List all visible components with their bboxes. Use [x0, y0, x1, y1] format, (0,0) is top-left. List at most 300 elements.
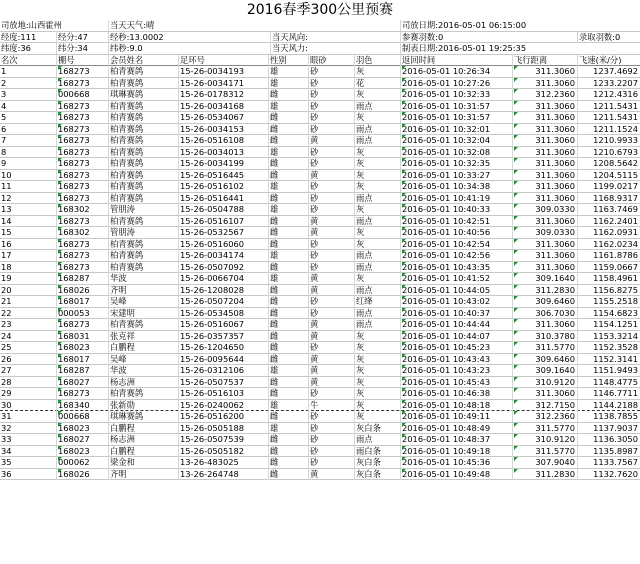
table-cell: 1154.6823: [577, 308, 640, 319]
table-cell: 2016-05-01 10:49:48: [400, 469, 512, 480]
table-cell: 砂: [308, 239, 354, 250]
table-row[interactable]: [0, 446, 640, 458]
table-cell: 灰: [354, 239, 400, 250]
table-cell: 15-26-0516103: [178, 388, 268, 399]
column-header[interactable]: 足环号: [178, 55, 268, 66]
table-cell: 311.3060: [512, 101, 577, 112]
table-cell: 雄: [268, 273, 308, 284]
table-cell: 311.3060: [512, 239, 577, 250]
table-cell: 000053: [56, 308, 108, 319]
table-cell: 雄: [268, 101, 308, 112]
table-cell: 1168.9317: [577, 193, 640, 204]
table-row[interactable]: [0, 227, 640, 239]
table-cell: 杨志洲: [108, 434, 178, 445]
table-row[interactable]: [0, 204, 640, 216]
table-cell: 齐明: [108, 469, 178, 480]
table-cell: 雨点: [354, 434, 400, 445]
table-cell: 15-26-0532567: [178, 227, 268, 238]
table-cell: 砂: [308, 101, 354, 112]
table-cell: 2016-05-01 10:44:05: [400, 285, 512, 296]
table-cell: 灰: [354, 158, 400, 169]
table-cell: 27: [1, 365, 12, 375]
table-cell: 雨点: [354, 101, 400, 112]
table-row[interactable]: [0, 216, 640, 228]
table-cell: 雌: [268, 469, 308, 480]
table-row[interactable]: [0, 377, 640, 389]
table-cell: 2016-05-01 10:48:18: [400, 400, 512, 411]
table-row[interactable]: [0, 434, 640, 446]
table-row[interactable]: [0, 319, 640, 331]
table-cell: 19: [1, 273, 12, 283]
table-row[interactable]: [0, 308, 640, 320]
table-cell: 168302: [56, 204, 108, 215]
table-cell: 黄: [308, 377, 354, 388]
table-row[interactable]: [0, 89, 640, 101]
table-cell: 琪琳赛鸽: [108, 411, 178, 422]
table-cell: 15-26-1208028: [178, 285, 268, 296]
table-cell: 1133.7567: [577, 457, 640, 468]
table-cell: 琪琳赛鸽: [108, 89, 178, 100]
table-cell: 311.3060: [512, 250, 577, 261]
meta-cell: 纬分:34: [56, 43, 108, 54]
table-cell: 309.6460: [512, 296, 577, 307]
table-cell: 168273: [56, 158, 108, 169]
meta-cell: 经度:111: [1, 31, 37, 42]
table-cell: 雌: [268, 446, 308, 457]
table-cell: 311.3060: [512, 262, 577, 273]
table-row[interactable]: [0, 101, 640, 113]
table-cell: 1159.0667: [577, 262, 640, 273]
table-cell: 2016-05-01 10:43:43: [400, 354, 512, 365]
table-cell: 黄: [308, 285, 354, 296]
table-cell: 28: [1, 376, 12, 387]
table-cell: 2: [1, 77, 7, 88]
table-cell: 168273: [56, 319, 108, 330]
table-cell: 311.3060: [512, 216, 577, 227]
table-cell: 砂: [308, 423, 354, 434]
table-cell: 311.3060: [512, 388, 577, 399]
table-cell: 1199.0217: [577, 181, 640, 192]
table-row[interactable]: [0, 262, 640, 274]
table-cell: 灰: [354, 204, 400, 215]
table-row[interactable]: [0, 239, 640, 251]
table-cell: 16: [1, 238, 12, 249]
table-cell: 15-26-0034174: [178, 250, 268, 261]
table-cell: 25: [1, 342, 12, 352]
table-cell: 4: [1, 100, 7, 111]
table-cell: 311.3060: [512, 181, 577, 192]
table-cell: 砂: [308, 250, 354, 261]
table-row[interactable]: [0, 342, 640, 354]
table-cell: 灰: [354, 227, 400, 238]
table-cell: 柏青赛鸽: [108, 181, 178, 192]
table-cell: 2016-05-01 10:45:23: [400, 342, 512, 353]
table-cell: 311.3060: [512, 124, 577, 135]
table-cell: 雌: [268, 377, 308, 388]
table-cell: 管朋涛: [108, 204, 178, 215]
table-cell: 雌: [268, 112, 308, 123]
table-row[interactable]: [0, 112, 640, 124]
table-cell: 柏青赛鸽: [108, 319, 178, 330]
table-cell: 15-26-0312106: [178, 365, 268, 376]
table-cell: 雨点: [354, 216, 400, 227]
table-cell: 砂: [308, 78, 354, 89]
table-cell: 1211.1524: [577, 124, 640, 135]
column-header[interactable]: 名次: [1, 54, 18, 65]
table-cell: 15-26-0504788: [178, 204, 268, 215]
table-cell: 黄: [308, 469, 354, 480]
table-cell: 15-26-0505182: [178, 446, 268, 457]
table-cell: 杨志洲: [108, 377, 178, 388]
table-cell: 柏青赛鸽: [108, 124, 178, 135]
table-cell: 灰: [354, 170, 400, 181]
table-cell: 1152.3528: [577, 342, 640, 353]
meta-row: [0, 20, 640, 32]
table-cell: 1204.5115: [577, 170, 640, 181]
table-cell: 1158.4961: [577, 273, 640, 284]
table-cell: 15: [1, 227, 12, 237]
table-cell: 6: [1, 123, 7, 134]
table-cell: 1210.9933: [577, 135, 640, 146]
table-cell: 黄: [308, 354, 354, 365]
table-row[interactable]: [0, 388, 640, 400]
table-cell: 8: [1, 146, 7, 157]
table-cell: 1211.5431: [577, 101, 640, 112]
table-cell: 168273: [56, 239, 108, 250]
table-cell: 311.3060: [512, 112, 577, 123]
table-row[interactable]: [0, 124, 640, 136]
table-cell: 15-26-0034168: [178, 101, 268, 112]
table-row[interactable]: [0, 193, 640, 205]
table-cell: 311.5770: [512, 342, 577, 353]
table-cell: 1233.2207: [577, 78, 640, 89]
table-cell: 168017: [56, 296, 108, 307]
table-cell: 柏青赛鸽: [108, 101, 178, 112]
table-cell: 1212.4316: [577, 89, 640, 100]
table-cell: 灰: [354, 354, 400, 365]
table-cell: 18: [1, 261, 12, 272]
table-row[interactable]: [0, 66, 640, 78]
table-cell: 2016-05-01 10:42:51: [400, 216, 512, 227]
table-cell: 15-26-0534067: [178, 112, 268, 123]
table-cell: 311.5770: [512, 423, 577, 434]
table-cell: 雨点: [354, 285, 400, 296]
table-row[interactable]: [0, 457, 640, 469]
table-cell: 砂: [308, 411, 354, 422]
meta-cell: 经分:47: [56, 32, 108, 43]
table-cell: 雌: [268, 411, 308, 422]
table-cell: 管朋涛: [108, 227, 178, 238]
table-cell: 2016-05-01 10:32:08: [400, 147, 512, 158]
table-cell: 29: [1, 388, 12, 398]
table-cell: 砂: [308, 457, 354, 468]
table-cell: 华波: [108, 365, 178, 376]
table-cell: 168026: [56, 285, 108, 296]
table-cell: 312.2360: [512, 411, 577, 422]
table-row[interactable]: [0, 411, 640, 423]
table-cell: 33: [1, 434, 12, 444]
table-cell: 311.5770: [512, 446, 577, 457]
table-cell: 309.1640: [512, 273, 577, 284]
table-cell: 1163.7469: [577, 204, 640, 215]
table-cell: 1156.8275: [577, 285, 640, 296]
table-cell: 168273: [56, 112, 108, 123]
table-row[interactable]: [0, 285, 640, 297]
table-cell: 雌: [268, 216, 308, 227]
table-cell: 20: [1, 284, 12, 295]
table-row[interactable]: [0, 331, 640, 343]
table-cell: 15-26-0516108: [178, 135, 268, 146]
table-cell: 311.2830: [512, 469, 577, 480]
table-cell: 000668: [56, 89, 108, 100]
table-cell: 灰: [354, 112, 400, 123]
table-row[interactable]: [0, 170, 640, 182]
table-cell: 311.3060: [512, 135, 577, 146]
table-cell: 白鹏程: [108, 423, 178, 434]
table-cell: 砂: [308, 89, 354, 100]
table-cell: 2016-05-01 10:43:02: [400, 296, 512, 307]
table-cell: 35: [1, 457, 12, 467]
meta-cell: 纬度:36: [1, 43, 31, 53]
table-cell: 黄: [308, 216, 354, 227]
table-cell: 雌: [268, 193, 308, 204]
meta-cell: 参赛羽数:0: [400, 32, 577, 43]
table-cell: 1237.4692: [577, 66, 640, 77]
table-cell: 15-26-0034013: [178, 147, 268, 158]
table-cell: 15-26-0516060: [178, 239, 268, 250]
table-cell: 雌: [268, 239, 308, 250]
meta-cell: 经秒:13.0002: [108, 32, 268, 43]
table-cell: 168273: [56, 66, 108, 77]
table-row[interactable]: [0, 147, 640, 159]
meta-row: [0, 32, 640, 44]
table-cell: 吴峰: [108, 296, 178, 307]
table-row[interactable]: [0, 158, 640, 170]
table-cell: 309.6460: [512, 354, 577, 365]
table-cell: 1162.0931: [577, 227, 640, 238]
results-table: [0, 20, 640, 480]
table-cell: 柏青赛鸽: [108, 170, 178, 181]
table-cell: 2016-05-01 10:40:56: [400, 227, 512, 238]
table-cell: 花: [354, 78, 400, 89]
column-header[interactable]: 棚号: [56, 55, 108, 66]
table-cell: 2016-05-01 10:26:34: [400, 66, 512, 77]
table-cell: 红绛: [354, 296, 400, 307]
table-cell: 168023: [56, 446, 108, 457]
table-cell: 2016-05-01 10:48:37: [400, 434, 512, 445]
table-cell: 1138.7855: [577, 411, 640, 422]
meta-cell: 制表日期:2016-05-01 19:25:35: [400, 43, 577, 54]
table-cell: 1135.8987: [577, 446, 640, 457]
table-cell: 灰: [354, 342, 400, 353]
table-cell: 15-26-0095644: [178, 354, 268, 365]
table-cell: 砂: [308, 158, 354, 169]
table-cell: 雌: [268, 158, 308, 169]
table-row[interactable]: [0, 250, 640, 262]
table-cell: 雌: [268, 89, 308, 100]
table-cell: 15-26-0534508: [178, 308, 268, 319]
table-cell: 15-26-0516445: [178, 170, 268, 181]
table-cell: 砂: [308, 308, 354, 319]
table-cell: 砂: [308, 262, 354, 273]
table-cell: 砂: [308, 434, 354, 445]
table-cell: 2016-05-01 10:48:49: [400, 423, 512, 434]
table-cell: 1154.1251: [577, 319, 640, 330]
table-cell: 311.3060: [512, 78, 577, 89]
table-cell: 雌: [268, 388, 308, 399]
table-cell: 2016-05-01 10:32:35: [400, 158, 512, 169]
meta-cell: 司放日期:2016-05-01 06:15:00: [400, 20, 577, 31]
table-cell: 1136.3050: [577, 434, 640, 445]
table-cell: 15-26-0034199: [178, 158, 268, 169]
table-cell: 311.2830: [512, 285, 577, 296]
table-cell: 柏青赛鸽: [108, 66, 178, 77]
table-cell: 311.3060: [512, 66, 577, 77]
table-cell: 1152.3141: [577, 354, 640, 365]
table-cell: 华波: [108, 273, 178, 284]
table-cell: 柏青赛鸽: [108, 262, 178, 273]
table-cell: 1211.5431: [577, 112, 640, 123]
table-cell: 砂: [308, 66, 354, 77]
table-cell: 168273: [56, 147, 108, 158]
table-cell: 灰白条: [354, 457, 400, 468]
column-header[interactable]: 眼砂: [308, 55, 354, 66]
table-cell: 2016-05-01 10:42:56: [400, 250, 512, 261]
table-cell: 1146.7711: [577, 388, 640, 399]
table-cell: 311.3060: [512, 319, 577, 330]
table-cell: 黄: [308, 135, 354, 146]
table-cell: 1162.0234: [577, 239, 640, 250]
table-cell: 2016-05-01 10:43:23: [400, 365, 512, 376]
column-header[interactable]: 羽色: [354, 55, 400, 66]
table-cell: 雄: [268, 204, 308, 215]
table-cell: 灰: [354, 66, 400, 77]
table-cell: 雄: [268, 250, 308, 261]
table-cell: 15-26-0516200: [178, 411, 268, 422]
table-cell: 灰白条: [354, 423, 400, 434]
table-row[interactable]: [0, 273, 640, 285]
table-row[interactable]: [0, 181, 640, 193]
table-cell: 309.0330: [512, 204, 577, 215]
table-cell: 雨白条: [354, 446, 400, 457]
table-cell: 雄: [268, 66, 308, 77]
table-row[interactable]: [0, 78, 640, 90]
table-cell: 柏青赛鸽: [108, 388, 178, 399]
table-cell: 168273: [56, 135, 108, 146]
table-cell: 齐明: [108, 285, 178, 296]
table-cell: 2016-05-01 10:40:33: [400, 204, 512, 215]
table-cell: 雌: [268, 124, 308, 135]
table-cell: 168027: [56, 377, 108, 388]
table-cell: 雌: [268, 262, 308, 273]
table-cell: 24: [1, 330, 12, 341]
table-cell: 13-26-483025: [178, 457, 268, 468]
table-cell: 2016-05-01 10:31:57: [400, 112, 512, 123]
table-cell: 15-26-0507204: [178, 296, 268, 307]
table-cell: 砂: [308, 204, 354, 215]
table-cell: 砂: [308, 342, 354, 353]
table-cell: 雌: [268, 227, 308, 238]
table-cell: 311.3060: [512, 158, 577, 169]
table-cell: 雨点: [354, 135, 400, 146]
table-cell: 张克祥: [108, 331, 178, 342]
table-cell: 15-26-0516107: [178, 216, 268, 227]
table-cell: 黄: [308, 331, 354, 342]
table-cell: 311.3060: [512, 170, 577, 181]
table-cell: 2016-05-01 10:32:04: [400, 135, 512, 146]
table-cell: 灰: [354, 377, 400, 388]
table-cell: 灰: [354, 147, 400, 158]
column-header[interactable]: 返回时间: [400, 55, 512, 66]
table-cell: 砂: [308, 124, 354, 135]
table-cell: 306.7030: [512, 308, 577, 319]
table-cell: 168273: [56, 388, 108, 399]
table-cell: 柏青赛鸽: [108, 135, 178, 146]
table-cell: 灰: [354, 273, 400, 284]
table-cell: 1162.2401: [577, 216, 640, 227]
table-cell: 雨点: [354, 308, 400, 319]
table-cell: 15-26-0357357: [178, 331, 268, 342]
table-cell: 2016-05-01 10:34:38: [400, 181, 512, 192]
meta-cell: 当天天气:晴: [108, 20, 268, 31]
meta-cell: 录取羽数:0: [577, 32, 640, 43]
table-cell: 雌: [268, 308, 308, 319]
meta-cell: 当天风向:: [270, 32, 400, 43]
table-cell: 砂: [308, 112, 354, 123]
table-cell: 雌: [268, 135, 308, 146]
table-cell: 1132.7620: [577, 469, 640, 480]
table-cell: 灰: [354, 89, 400, 100]
table-cell: 雌: [268, 434, 308, 445]
table-cell: 15-26-0034193: [178, 66, 268, 77]
table-cell: 34: [1, 445, 12, 456]
table-cell: 柏青赛鸽: [108, 112, 178, 123]
table-cell: 柏青赛鸽: [108, 250, 178, 261]
table-row[interactable]: [0, 400, 640, 412]
table-cell: 2016-05-01 10:43:35: [400, 262, 512, 273]
table-cell: 000668: [56, 411, 108, 422]
table-cell: 310.9120: [512, 377, 577, 388]
table-cell: 1: [1, 66, 7, 76]
table-row[interactable]: [0, 296, 640, 308]
column-header[interactable]: 性别: [268, 55, 308, 66]
table-cell: 张新勋: [108, 400, 178, 411]
table-cell: 168027: [56, 434, 108, 445]
table-cell: 168273: [56, 170, 108, 181]
column-header[interactable]: 飞行距离: [512, 55, 577, 66]
table-cell: 砂: [308, 388, 354, 399]
table-row[interactable]: [0, 135, 640, 147]
column-header[interactable]: 飞速(米/分): [577, 55, 640, 66]
table-cell: 32: [1, 422, 12, 433]
table-cell: 灰: [354, 388, 400, 399]
table-cell: 310.3780: [512, 331, 577, 342]
table-cell: 2016-05-01 10:40:37: [400, 308, 512, 319]
table-cell: 15-26-0507092: [178, 262, 268, 273]
column-header[interactable]: 会员姓名: [108, 55, 178, 66]
table-cell: 雌: [268, 170, 308, 181]
table-row[interactable]: [0, 365, 640, 377]
table-row[interactable]: [0, 354, 640, 366]
table-row[interactable]: [0, 469, 640, 481]
table-cell: 15-26-0516102: [178, 181, 268, 192]
table-cell: 1148.4775: [577, 377, 640, 388]
table-cell: 雨点: [354, 262, 400, 273]
table-cell: 2016-05-01 10:32:33: [400, 89, 512, 100]
table-cell: 砂: [308, 296, 354, 307]
table-row[interactable]: [0, 423, 640, 435]
table-cell: 1161.8786: [577, 250, 640, 261]
